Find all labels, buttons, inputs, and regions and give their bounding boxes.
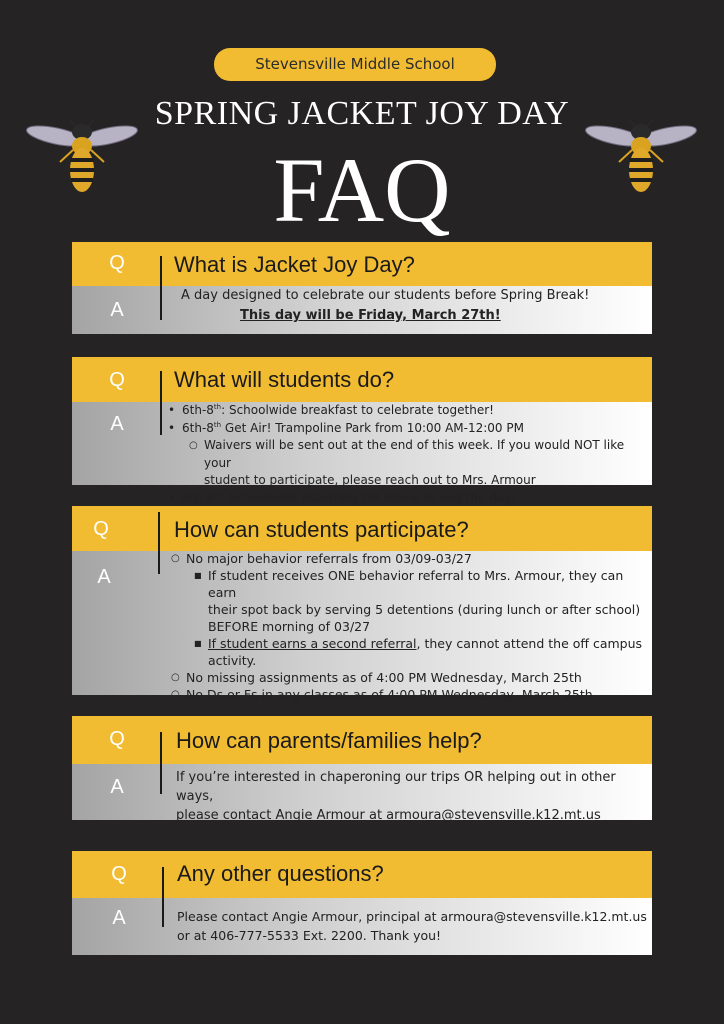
- answer-date: This day will be Friday, March 27th!: [240, 308, 501, 323]
- list-item: • 6th-8th: Schoolwide breakfast to celebrate together!: [182, 402, 652, 420]
- answer-line: Please contact Angie Armour, principal at armoura@stevensville.k12.mt.us: [177, 909, 647, 924]
- a-label: A: [112, 907, 126, 929]
- list-item: • 6th-8th: Schoolwide Assembly OR Movie to end the day!: [182, 490, 652, 508]
- q-label: Q: [109, 728, 125, 750]
- a-label: A: [110, 413, 124, 435]
- divider: [160, 371, 162, 435]
- list-item: ○ No major behavior referrals from 03/09-03/27: [186, 550, 652, 567]
- question-text: What will students do?: [174, 367, 395, 392]
- question-text: How can parents/families help?: [176, 728, 482, 753]
- event-title: SPRING JACKET JOY DAY: [154, 95, 570, 132]
- question-text: How can students participate?: [174, 517, 469, 542]
- list-item: • 6th-8th Get Air! Trampoline Park from 10:00 AM-12:00 PM: [182, 420, 652, 438]
- faq-card-2: [72, 357, 652, 505]
- answer-list: [186, 550, 652, 703]
- answer-text: [177, 907, 647, 945]
- divider: [158, 512, 160, 574]
- answer-text: [181, 287, 589, 324]
- divider: [162, 867, 164, 927]
- list-item: ○ No Ds or Fs in any classes as of 4:00 PM Wednesday, March 25th: [186, 686, 652, 703]
- school-name-badge: Stevensville Middle School: [214, 48, 496, 81]
- answer-line: please contact Angie Armour at armoura@stevensville.k12.mt.us: [176, 808, 601, 823]
- faq-card-3: [72, 506, 652, 702]
- list-item: ○ No missing assignments as of 4:00 PM Wednesday, March 25th: [186, 669, 652, 686]
- a-label: A: [110, 299, 124, 321]
- sub-list-item: ○ Waivers will be sent out at the end of this week. If you would NOT like your student to participate, please reach out to Mrs. Armour: [204, 437, 652, 490]
- q-label: Q: [111, 863, 127, 885]
- q-label: Q: [109, 369, 125, 391]
- page-title: FAQ: [273, 139, 451, 241]
- answer-list: [182, 402, 652, 507]
- a-label: A: [110, 776, 124, 798]
- question-text: What is Jacket Joy Day?: [174, 252, 415, 277]
- divider: [160, 256, 162, 320]
- sub-list-item: ■ If student earns a second referral, they cannot attend the off campus activity.: [208, 635, 652, 669]
- q-label: Q: [93, 518, 109, 540]
- question-text: Any other questions?: [177, 861, 384, 886]
- faq-card-5: [72, 851, 652, 955]
- faq-card-1: [72, 242, 652, 334]
- answer-line: or at 406-777-5533 Ext. 2200. Thank you!: [177, 928, 442, 943]
- bee-icon: [585, 118, 697, 198]
- bee-icon: [26, 118, 138, 198]
- divider: [160, 732, 162, 794]
- sub-list-item: ■ If student receives ONE behavior referral to Mrs. Armour, they can earn their spot back by serving 5 detentions (during lunch or after school) BEFORE morning of 03/27: [208, 567, 652, 635]
- faq-card-4: [72, 716, 652, 823]
- q-label: Q: [109, 252, 125, 274]
- a-label: A: [97, 566, 111, 588]
- answer-text: [176, 768, 652, 825]
- answer-line: A day designed to celebrate our students before Spring Break!: [181, 288, 590, 303]
- answer-line: If you’re interested in chaperoning our trips OR helping out in other ways,: [176, 770, 616, 804]
